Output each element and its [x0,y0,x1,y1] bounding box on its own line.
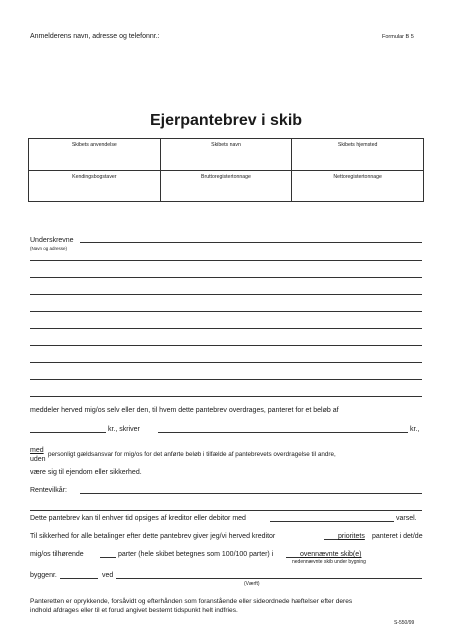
interest-terms-line-2[interactable] [30,510,422,511]
address-line-8[interactable] [30,379,422,380]
uden-option[interactable]: uden [30,456,46,463]
ved-text: ved [102,572,114,579]
above-ship-option[interactable]: ovennævnte skib(e) [300,551,362,558]
below-ship-option[interactable]: nedennævnte skib under bygning [292,559,366,565]
address-line-7[interactable] [30,362,422,363]
final-paragraph-line-2: indhold afdrages eller til et forud angivet bestemt tidspunkt helt indfries. [30,607,238,614]
notice-period-line[interactable] [270,521,394,522]
ship-info-table [28,138,424,202]
priority-number-line[interactable] [324,539,338,540]
liability-text: personligt gældsansvar for mig/os for det anførte beløb i tilfælde af pantebrevets overdragelse til andre, [48,451,336,458]
shipyard-sublabel: (Værft) [244,581,260,587]
call-sign-cell[interactable]: Kendingsbogstaver [29,170,161,202]
address-line-2[interactable] [30,277,422,278]
interest-terms-line-1[interactable] [80,493,422,494]
address-line-3[interactable] [30,294,422,295]
page-title: Ejerpantebrev i skib [149,112,303,129]
parts-count-line[interactable] [100,557,116,558]
address-line-1[interactable] [30,260,422,261]
panteret-text: panteret i det/de [372,533,423,540]
varsel-text: varsel. [396,515,417,522]
undersigned-label: Underskrevne [30,237,74,244]
footer-code: S-550/99 [394,620,415,626]
ship-homeport-cell[interactable]: Skibets hjemsted [292,139,424,171]
undersigned-input-line[interactable] [80,242,422,243]
gross-tonnage-cell[interactable]: Bruttoregistertonnage [160,170,292,202]
build-number-line[interactable] [60,578,98,579]
final-paragraph-line-1: Panteretten er oprykkende, forsåvidt og efterhånden som foranstående eller sideordnede hæftelser efter deres [30,598,353,605]
collateral-text: Til sikkerhed for alle betalinger efter dette pantebrev giver jeg/vi herved kreditor [30,533,276,540]
ship-choice-line[interactable] [286,557,300,558]
address-line-6[interactable] [30,345,422,346]
build-number-label: byggenr. [30,572,57,579]
kr-end-text: kr., [410,426,420,433]
applicant-label: Anmelderens navn, adresse og telefonnr.: [30,33,160,40]
ship-name-cell[interactable]: Skibets navn [160,139,292,171]
notice-text: Dette pantebrev kan til enhver tid opsiges af kreditor eller debitor med [30,515,246,522]
amount-number-line[interactable] [30,432,106,433]
shipyard-line[interactable] [116,578,422,579]
address-line-9[interactable] [30,396,422,397]
undersigned-sublabel: (Navn og adresse) [30,246,68,251]
kr-skriver-text: kr., skriver [108,426,140,433]
belonging-text: mig/os tilhørende [30,551,84,558]
parts-text: parter (hele skibet betegnes som 100/100 parter) i [118,551,274,558]
amount-words-line[interactable] [158,432,408,433]
address-line-4[interactable] [30,311,422,312]
address-line-5[interactable] [30,328,422,329]
form-code: Formular B 5 [382,34,414,40]
prioritets-text: prioritets [338,533,365,540]
net-tonnage-cell[interactable]: Nettoregistertonnage [292,170,424,202]
declaration-text: meddeler herved mig/os selv eller den, til hvem dette pantebrev overdrages, panteret for et beløb af [30,407,339,414]
security-text: være sig til ejendom eller sikkerhed. [30,469,142,476]
interest-terms-label: Rentevilkår: [30,487,67,494]
ship-usage-cell[interactable]: Skibets anvendelse [29,139,161,171]
med-option[interactable]: med [30,447,44,454]
